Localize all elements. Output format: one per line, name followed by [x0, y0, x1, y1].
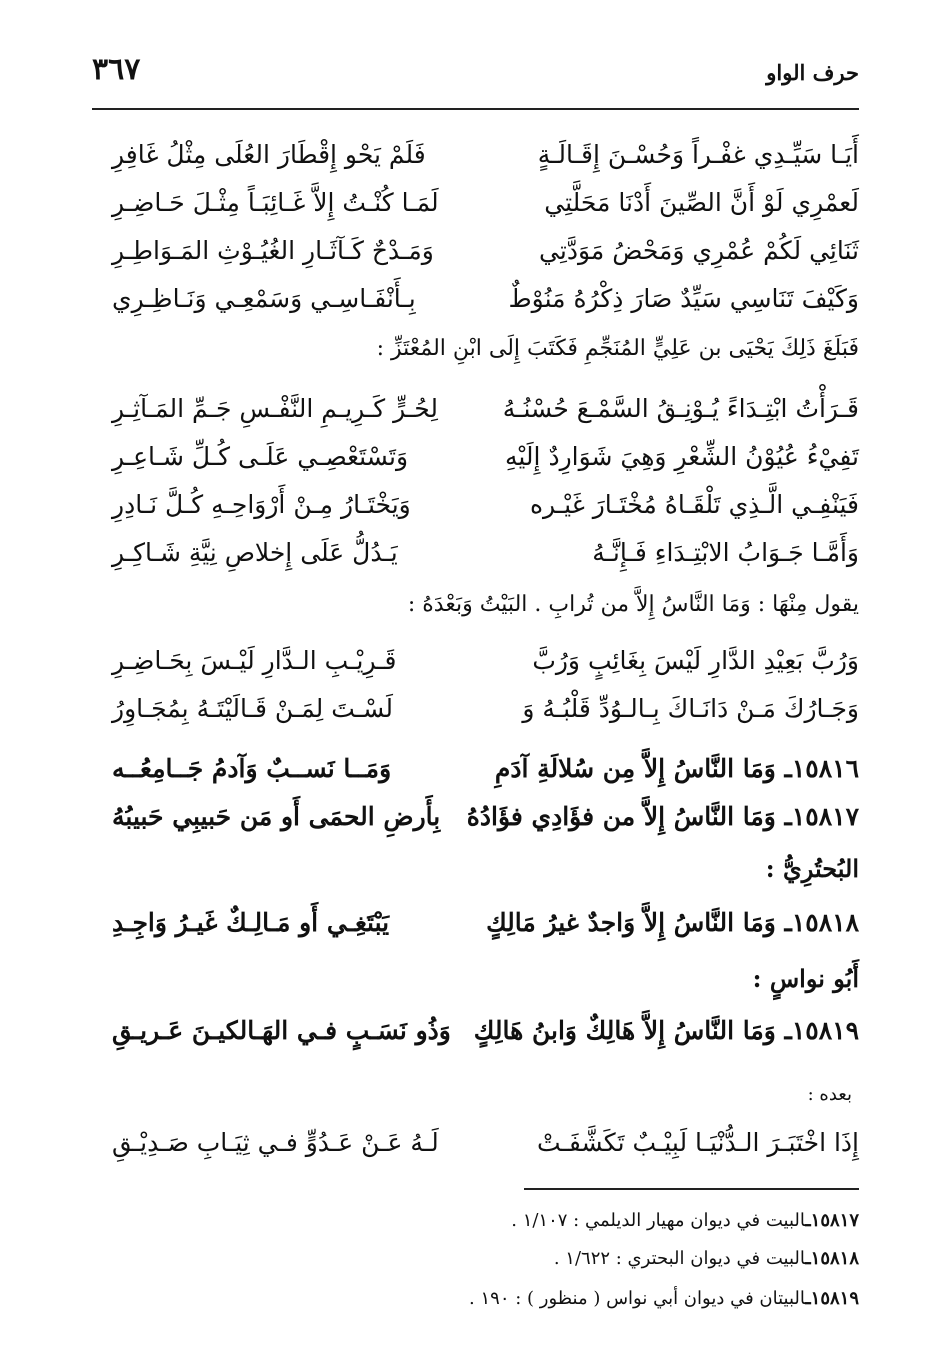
- verse-line: [112, 384, 859, 432]
- verse-number: ١٥٨١٦ـ: [784, 753, 859, 783]
- verse-line: [112, 528, 859, 576]
- numbered-verse: [112, 792, 859, 840]
- verse-second-hemistich: وَتَسْتَعْصِـي عَلَـى كُـلِّ شَـاعِـرِ: [112, 441, 409, 471]
- verse-line: [112, 1118, 859, 1166]
- verse-first-hemistich: وَرُبَّ بَعِيْدِ الدَّارِ لَيْسَ بِغَائِبٍ وَرُبَّ: [532, 645, 859, 675]
- verse-second-hemistich: وَيَخْتَـارُ مِـنْ أَرْوَاحِـهِ كُـلَّ نَـادِرِ: [112, 489, 411, 519]
- numbered-verse: [112, 744, 859, 792]
- footnote: [112, 1210, 859, 1231]
- verse-line: [112, 130, 859, 178]
- page-header: [92, 52, 859, 98]
- poet-name: أَبُو نواسٍ :: [752, 964, 859, 993]
- verse-line: [112, 274, 859, 322]
- header-rule: [92, 108, 859, 110]
- numbered-verse: [112, 898, 859, 946]
- chapter-title: حرف الواو: [766, 60, 859, 85]
- verse-line: [112, 226, 859, 274]
- verse-second-hemistich: قَـرِيْـبِ الـدَّارِ لَيْـسَ بِحَـاضِـرِ: [112, 645, 397, 675]
- verse-second-hemistich: لَمَـا كُنْـتُ إِلاَّ غَـائِبَـاً مِثْـلَ حَـاضِـرِ: [112, 187, 439, 217]
- verse-first-hemistich: [466, 801, 859, 831]
- verse-second-hemistich: بِأَرضِ الحمَى أَو مَن حَبيبِي حَبيبُهُ: [112, 801, 441, 831]
- footnote: [112, 1288, 859, 1309]
- verse-line: [112, 684, 859, 732]
- intro-text: يقول مِنْهَا : وَمَا النَّاسُ إِلاَّ من تُرابِ . البَيْتُ وَبَعْدَهُ :: [407, 592, 859, 617]
- verse-number: ١٥٨١٨ـ: [784, 907, 859, 937]
- footnote-number: ١٥٨١٨ـ: [805, 1248, 859, 1269]
- verse-second-hemistich: لَسْـتَ لِمَـنْ قَـالَيْتَـهُ بِمُجَـاوِرُ: [112, 693, 394, 723]
- footnote-text: البيتان في ديوان أبي نواس ( منظور ) : ١٩٠ .: [469, 1288, 806, 1309]
- intro-text: فَبَلَغَ ذَلِكَ يَحْيَى بن عَلِيٍّ المُنَجِّمِ فَكَتَبَ إِلَى ابْنِ المُعْتَزِّ :: [376, 336, 859, 361]
- verse-first-hemistich: فَيَنْفِـي الَّـذِي تَلْقَـاهُ مُخْتَـارَ غَيْـره: [529, 489, 859, 519]
- footnote: [112, 1248, 859, 1269]
- verse-first-hemistich: وَأَمَّـا جَـوَابُ الابْتِـدَاءِ فَـإِنَّـهُ: [592, 537, 859, 567]
- poet-name: البُحتُرِيُّ :: [765, 854, 859, 883]
- verse-first-hemistich: [473, 1015, 859, 1045]
- verse-second-hemistich: لِحُـرٍّ كَـرِيـمِ النَّفْـسِ جَـمِّ المَـآثِـرِ: [112, 393, 439, 423]
- after-note: بعده :: [807, 1084, 852, 1105]
- verse-first-hemistich: وَكَيْفَ تَنَاسِي سَيِّدٌ صَارَ ذِكْرُهُ مَنُوْطٌ: [508, 283, 859, 313]
- numbered-verse: [112, 1006, 859, 1054]
- verse-first-text: وَمَا النَّاسُ إِلاَّ من فؤَادِي فؤَادُهُ: [466, 801, 776, 831]
- verse-line: [112, 178, 859, 226]
- verse-first-hemistich: [494, 753, 859, 783]
- verse-second-hemistich: فَلَمْ يَحْو إِقْطَارَ العُلَى مِثْلُ غَافِرِ: [112, 139, 426, 169]
- verse-second-hemistich: وَمَــا نَســبٌ وَآدمُ جَــامِعُــه: [112, 753, 392, 783]
- verse-first-hemistich: أَيَـا سَيِّـدِي غفْـراً وَحُسْـنَ إِقَـالَـةٍ: [537, 139, 859, 169]
- verse-first-hemistich: قَـرَأْتُ ابْتِـدَاءً يُـوْنِـقُ السَّمْـعَ حُسْنُـهُ: [502, 393, 859, 423]
- verse-first-text: وَمَا النَّاسُ إِلاَّ هَالِكٌ وَابنُ هَالِكٍ: [473, 1015, 776, 1045]
- verse-second-hemistich: وَذُو نَسَـبٍ فـي الهَـالكيـنَ عَـريـقِ: [112, 1015, 451, 1045]
- footnote-number: ١٥٨١٩ـ: [805, 1288, 859, 1309]
- page-number: ٣٦٧: [92, 52, 141, 87]
- verse-second-hemistich: وَمَـدْحٌ كَـآثَـارِ الغُيُـوْثِ المَـوَاطِـرِ: [112, 235, 434, 265]
- verse-first-hemistich: ثَنَائِي لَكُمْ عُمْرِي وَمَحْضُ مَوَدَّتِي: [539, 235, 859, 265]
- verse-line: [112, 636, 859, 684]
- verse-first-hemistich: تَفِيْءُ عُيُوْنُ الشِّعْرِ وَهِيَ شَوَارِدٌ إِلَيْهِ: [504, 441, 859, 471]
- verse-second-hemistich: لَـهُ عَـنْ عَـدُوٍّ فـي ثِيَـابِ صَـدِيْـقِ: [112, 1127, 439, 1157]
- verse-first-hemistich: [486, 907, 859, 937]
- verse-number: ١٥٨١٧ـ: [784, 801, 859, 831]
- verse-line: [112, 432, 859, 480]
- verse-first-text: وَمَا النَّاسُ إِلاَّ وَاجدٌ غيرُ مَالِكٍ: [486, 907, 776, 937]
- verse-number: ١٥٨١٩ـ: [784, 1015, 859, 1045]
- footnote-text: البيت في ديوان البحتري : ١/٦٢٢ .: [553, 1248, 806, 1269]
- verse-second-hemistich: بِـأَنْفَـاسِـي وَسَمْعِـي وَنَـاظِـرِي: [112, 283, 416, 313]
- verse-second-hemistich: يَـدُلُّ عَلَى إِخلاصِ نِيَّةِ شَـاكِـرِ: [112, 537, 398, 567]
- footnote-text: البيت في ديوان مهيار الديلمي : ١/١٠٧ .: [511, 1210, 806, 1231]
- verse-first-hemistich: وَجَـارُكَ مَـنْ دَانَـاكَ بِـالـوُدِّ قَلْبُـهُ وَ: [522, 693, 859, 723]
- footnote-number: ١٥٨١٧ـ: [805, 1210, 859, 1231]
- verse-first-hemistich: إِذَا اخْتَبَـرَ الـدُّنْيَـا لَبِيْـبٌ تَكَشَّفَـتْ: [536, 1127, 859, 1157]
- verse-line: [112, 480, 859, 528]
- footnote-rule: [524, 1188, 859, 1190]
- verse-first-hemistich: لَعمْرِي لَوْ أَنَّ الصِّينَ أَدْنَا مَحَلَّتِي: [544, 187, 859, 217]
- verse-first-text: وَمَا النَّاسُ إِلاَّ مِن سُلالَةِ آدَمِ: [494, 753, 776, 783]
- verse-second-hemistich: يَبْتَغِـي أَو مَـالِـكٌ غَيـرُ وَاجِـدِ: [112, 907, 390, 937]
